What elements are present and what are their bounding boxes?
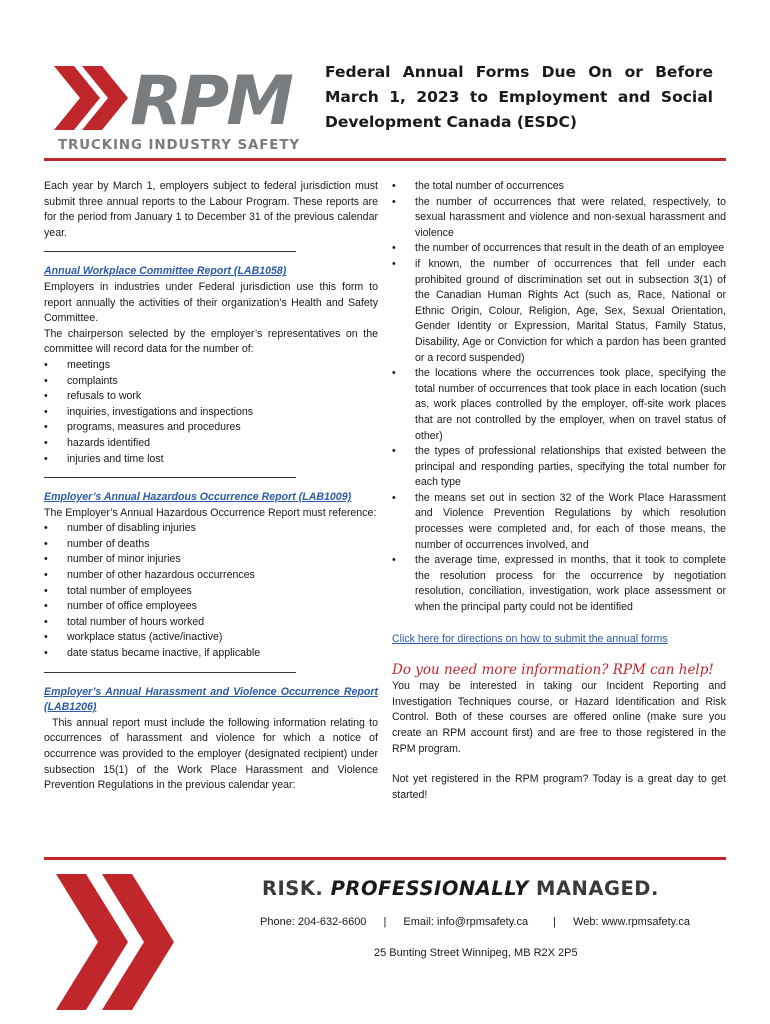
tagline-managed: MANAGED. [536, 877, 659, 900]
section-divider [44, 241, 296, 252]
logo-letters: RPM [130, 62, 291, 141]
list-item: • complaints [44, 374, 118, 387]
section-divider [44, 662, 296, 673]
list-item: • number of deaths [44, 537, 150, 550]
list-item: • meetings [44, 358, 110, 371]
logo-subtitle: TRUCKING INDUSTRY SAFETY [58, 138, 300, 153]
section-heading-lab1058: Annual Workplace Committee Report (LAB1058) [44, 265, 287, 278]
list-item: • number of minor injuries [44, 553, 181, 566]
list-item: • the average time, expressed in months, that it took to complete the resolution process for the occurrence by negotiation resolution, conciliation, investigation, work place assessment or when the principal party could not be identified [392, 554, 726, 614]
web-text: Web: www.rpmsafety.ca [573, 916, 691, 928]
lab1206-paragraph: This annual report must include the following information relating to occurrences of harassment and violence for which a notice of occurrence was provided to the employer (designated recipient) under subsection 15(1) of the Work Place Harassment and Violence Prevention Regulations in the previous calendar year: [44, 716, 378, 792]
list-item: • the types of professional relationships that existed between the principal and responding parties, specifying the total number for each type [392, 445, 726, 489]
section-heading-lab1206: Employer’s Annual Harassment and Violence Occurrence Report (LAB1206) [44, 685, 378, 714]
section-divider [44, 467, 296, 478]
annual-forms-directions-link[interactable]: Click here for directions on how to submit the annual forms [392, 632, 668, 645]
list-item: • total number of employees [44, 584, 192, 597]
phone-text: Phone: 204-632-6600 [260, 916, 367, 928]
lab1058-list [44, 358, 378, 467]
list-item: • number of other hazardous occurrences [44, 569, 255, 582]
header-rule [44, 158, 726, 161]
lab1009-list [44, 521, 378, 661]
list-item: • refusals to work [44, 390, 142, 403]
list-item: • workplace status (active/inactive) [44, 631, 223, 644]
lab1009-paragraph: The Employer’s Annual Hazardous Occurrence Report must reference: [44, 506, 377, 519]
right-column [392, 179, 726, 803]
address: 25 Bunting Street Winnipeg, MB R2X 2P5 [374, 947, 578, 959]
footer-chevrons-icon [56, 868, 186, 1016]
list-item: • date status became inactive, if applicable [44, 647, 261, 660]
list-item: • number of office employees [44, 600, 197, 613]
rpm-logo [52, 58, 320, 154]
list-item: • number of disabling injuries [44, 522, 196, 535]
separator: | [553, 916, 557, 928]
lab1058-paragraph-1: Employers in industries under Federal jurisdiction use this form to report annually the activities of their organization’s Health and Safety Committee. [44, 280, 378, 325]
list-item: • the number of occurrences that were related, respectively, to sexual harassment and violence and non-sexual harassment and violence [392, 195, 726, 239]
list-item: • injuries and time lost [44, 452, 164, 465]
list-item: • the number of occurrences that result in the death of an employee [392, 242, 725, 255]
email-text: Email: info@rpmsafety.ca [403, 916, 529, 928]
section-heading-lab1009: Employer’s Annual Hazardous Occurrence Report (LAB1009) [44, 491, 352, 504]
list-item: • total number of hours worked [44, 615, 205, 628]
list-item: • inquiries, investigations and inspections [44, 405, 254, 418]
footer-rule [44, 857, 726, 860]
tagline [262, 877, 659, 900]
document-title: Federal Annual Forms Due On or Before March 1, 2023 to Employment and Social Development Canada (ESDC) [325, 63, 713, 131]
help-paragraph-2: Not yet registered in the RPM program? Today is a great day to get started! [392, 773, 726, 801]
tagline-risk: RISK. [262, 877, 324, 900]
separator: | [383, 916, 387, 928]
tagline-professionally: PROFESSIONALLY [330, 877, 529, 900]
list-item: • the means set out in section 32 of the Work Place Harassment and Violence Prevention Regulations by which resolution processes were completed and, for each of those means, the number of occurrences involved, and [392, 491, 726, 551]
contact-line [260, 916, 690, 928]
help-heading: Do you need more information? RPM can help! [392, 662, 714, 679]
harassment-report-list [392, 179, 726, 616]
list-item: • the locations where the occurrences took place, specifying the total number of occurrences that took place in each location (such as, work places controlled by the employer, off-site work places that are not controlled by the employer, when on travel status of other) [392, 367, 726, 442]
list-item: • the total number of occurrences [392, 180, 564, 192]
left-column [44, 179, 378, 794]
list-item: • programs, measures and procedures [44, 421, 241, 434]
lab1058-paragraph-2: The chairperson selected by the employer’s representatives on the committee will record data for the number of: [44, 327, 378, 356]
help-paragraph-1: You may be interested in taking our Incident Reporting and Investigation Techniques course, or Hazard Identification and Risk Control. Both of these courses are offered online (make sure you create an RPM account first) and are free to those registered in the RPM program. [392, 680, 726, 755]
list-item: • if known, the number of occurrences that fell under each prohibited ground of discrimination set out in subsection 3(1) of the Canadian Human Rights Act (such as, Race, National or Ethnic Origin, Colour, Religion, Age, Sex, Sexual Orientation, Gender Identity or Expression, Marital Status, Family Status, Disability, Age or Conviction for which a pardon has been granted or a record suspended) [392, 257, 726, 364]
list-item: • hazards identified [44, 436, 151, 449]
intro-paragraph: Each year by March 1, employers subject to federal jurisdiction must submit three annual reports to the Labour Program. These reports are for the period from January 1 to December 31 of the previous calendar year. [44, 180, 378, 239]
